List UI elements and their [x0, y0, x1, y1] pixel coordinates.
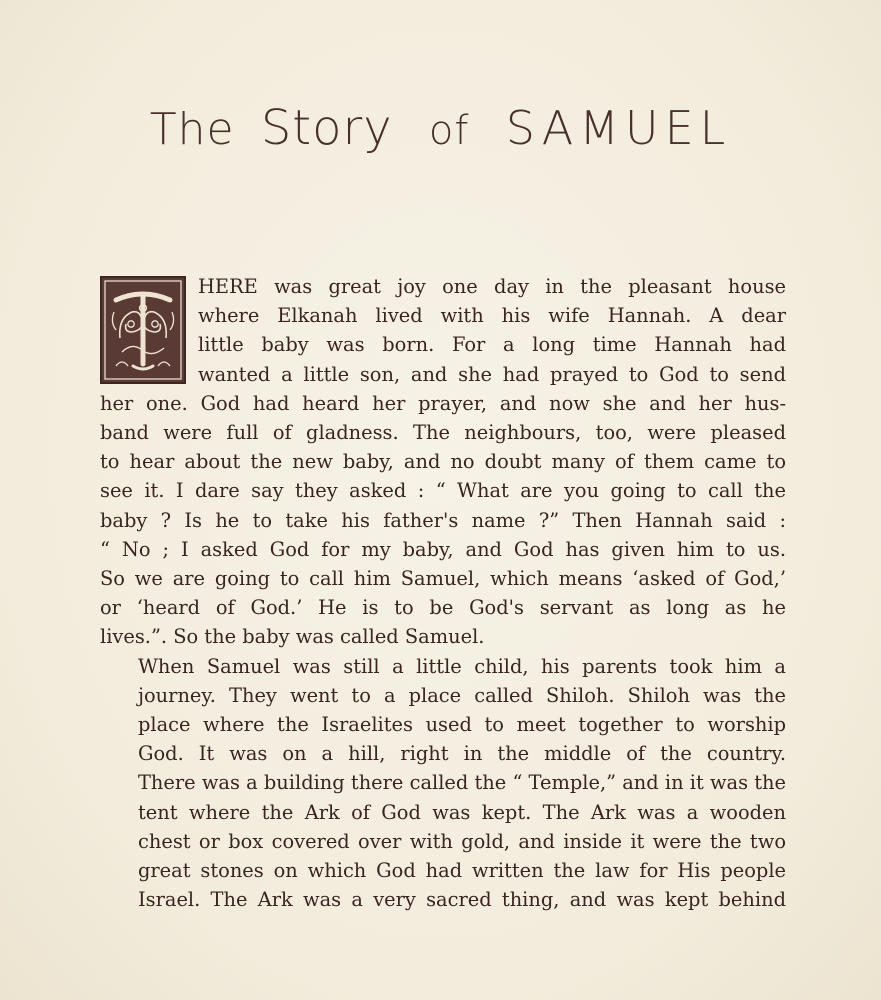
story-text	[100, 272, 786, 914]
page-title	[0, 100, 881, 156]
text-line: journey. They went to a place called Shiloh. Shiloh was the	[138, 683, 786, 707]
text-line: her one. God had heard her prayer, and now she and her hus-	[100, 391, 786, 415]
text-line: place where the Israelites used to meet together to worship	[138, 713, 786, 737]
paragraph-1	[100, 272, 786, 652]
text-line: baby ? Is he to take his father's name ?” Then Hannah said :	[100, 508, 786, 532]
decorated-initial-t-icon	[102, 278, 184, 382]
text-line: When Samuel was still a little child, his parents took him a	[138, 654, 786, 678]
text-line: Israel. The Ark was a very sacred thing, and was kept behind	[138, 888, 786, 912]
text-line: God. It was on a hill, right in the middle of the country.	[138, 742, 786, 766]
title-word-story: Story	[260, 100, 393, 156]
text-line: HERE was great joy one day in the pleasant house	[198, 275, 786, 298]
decorated-initial-t	[100, 276, 186, 384]
text-line: wanted a little son, and she had prayed to God to send	[198, 362, 786, 386]
title-word-the: The	[149, 104, 235, 155]
text-line: tent where the Ark of God was kept. The Ark was a wooden	[138, 800, 786, 824]
text-line: or ‘heard of God.’ He is to be God's servant as long as he	[100, 596, 786, 620]
text-line: So we are going to call him Samuel, which means ‘asked of God,’	[100, 567, 786, 591]
text-line: see it. I dare say they asked : “ What are you going to call the	[100, 479, 786, 503]
text-line: to hear about the new baby, and no doubt many of them came to	[100, 450, 786, 474]
text-line: little baby was born. For a long time Hannah had	[198, 333, 786, 357]
text-line: where Elkanah lived with his wife Hannah. A dear	[198, 304, 786, 328]
title-word-of: of	[428, 108, 470, 154]
text-line: band were full of gladness. The neighbours, too, were pleased	[100, 421, 786, 445]
paragraph-2	[100, 652, 786, 915]
text-line: There was a building there called the “ Temple,” and in it was the	[138, 771, 786, 795]
text-line: “ No ; I asked God for my baby, and God has given him to us.	[100, 537, 786, 561]
text-line: great stones on which God had written the law for His people	[138, 859, 786, 883]
title-word-samuel: SAMUEL	[505, 101, 732, 155]
text-line: chest or box covered over with gold, and inside it were the two	[138, 829, 786, 853]
text-line: lives.”. So the baby was called Samuel.	[100, 625, 485, 649]
